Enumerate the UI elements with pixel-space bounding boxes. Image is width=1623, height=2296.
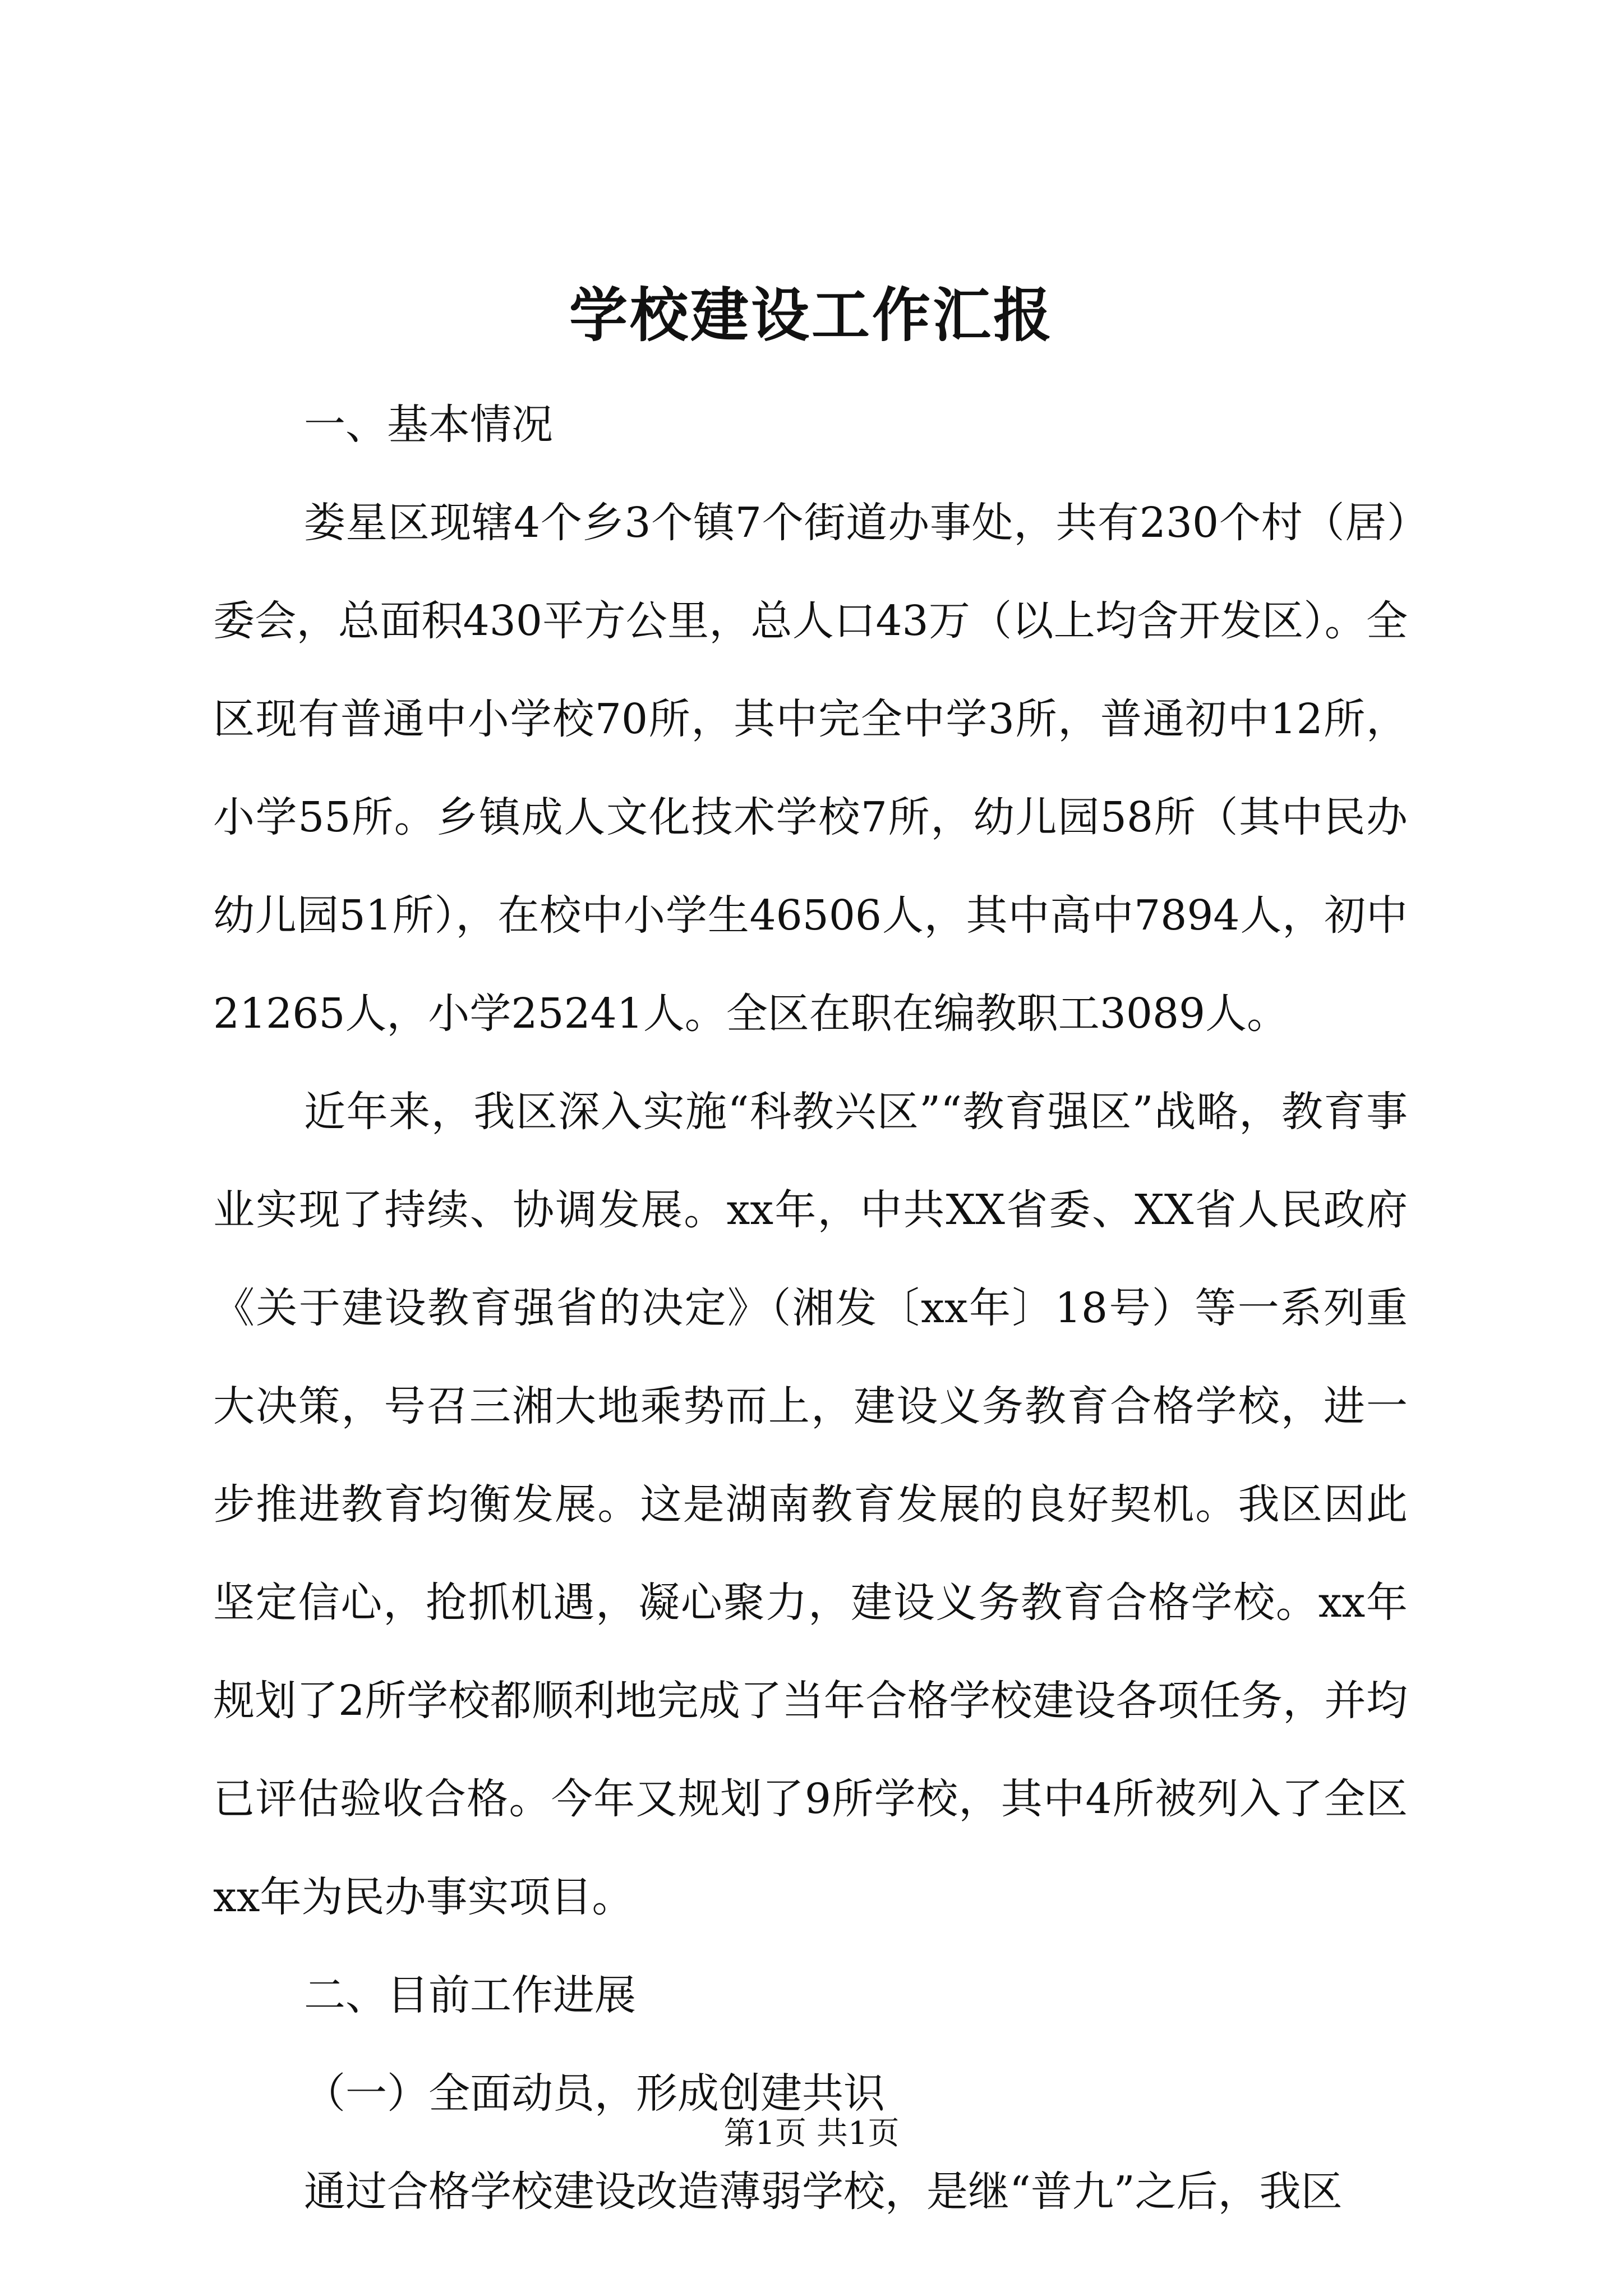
page-footer: 第1页 共1页 bbox=[723, 2115, 900, 2152]
document-title: 学校建设工作汇报 bbox=[569, 280, 1054, 349]
paragraph-school-construction: 通过合格学校建设改造薄弱学校，是继“普九”之后，我区 bbox=[304, 2168, 1343, 2216]
document-body bbox=[213, 376, 1408, 2241]
paragraph-recent-years: 近年来，我区深入实施“科教兴区”“教育强区”战略，教育事业实现了持续、协调发展。xx年，中共XX省委、XX省人民政府《关于建设教育强省的决定》（湘发〔xx年〕18号）等一系列重大决策，号召三湘大地乘势而上，建设义务教育合格学校，进一步推进教育均衡发展。这是湖南教育发展的良好契机。我区因此坚定信心，抢抓机遇，凝心聚力，建设义务教育合格学校。xx年规划了2所学校都顺利地完成了当年合格学校建设各项任务，并均已评估验收合格。今年又规划了9所学校，其中4所被列入了全区xx年为民办事实项目。 bbox=[213, 1088, 1408, 1921]
paragraph-district-overview: 娄星区现辖4个乡3个镇7个街道办事处，共有230个村（居）委会，总面积430平方公里，总人口43万（以上均含开发区）。全区现有普通中小学校70所，其中完全中学3所，普通初中12所，小学55所。乡镇成人文化技术学校7所，幼儿园58所（其中民办幼儿园51所），在校中小学生46506人，其中高中7894人，初中21265人，小学25241人。全区在职在编教职工3089人。 bbox=[213, 499, 1408, 1038]
section-heading-basic-situation: 一、基本情况 bbox=[304, 401, 553, 449]
subsection-heading-mobilization: （一）全面动员，形成创建共识 bbox=[304, 2069, 885, 2118]
section-heading-progress: 二、目前工作进展 bbox=[304, 1971, 636, 2019]
